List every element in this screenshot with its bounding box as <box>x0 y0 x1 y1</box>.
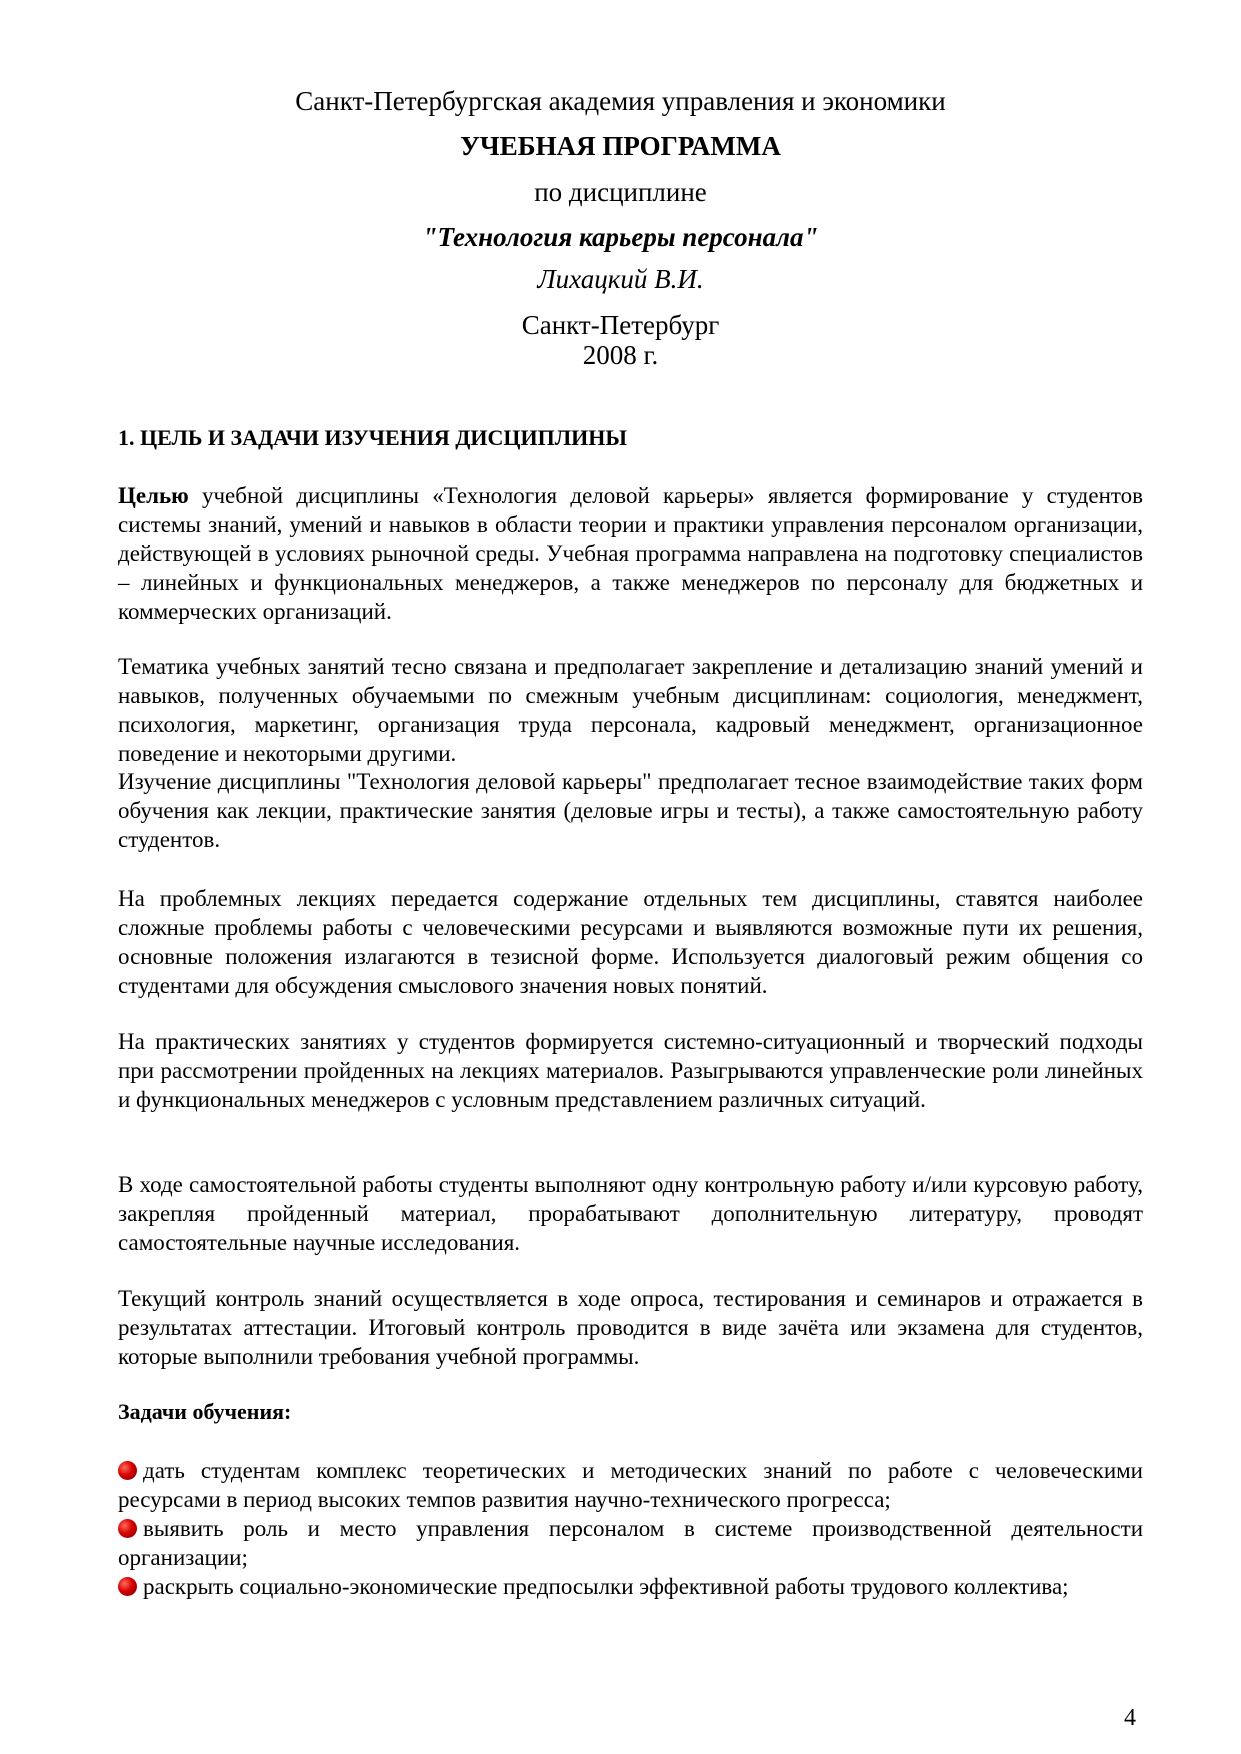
goal-lead: Целью <box>118 483 189 508</box>
section-heading: 1. ЦЕЛЬ И ЗАДАЧИ ИЗУЧЕНИЯ ДИСЦИПЛИНЫ <box>118 425 627 450</box>
list-item <box>118 1456 1143 1514</box>
goal-text: учебной дисциплины «Технология деловой карьеры» является формирование у студентов системы знаний, умений и навыков в области теории и практики управления персоналом организации, действующей в условиях рыночной среды. Учебная программа направлена на подготовку специалистов – линейных и функциональных менеджеров, а также менеджеров по персоналу для бюджетных и коммерческих организаций. <box>118 483 1143 624</box>
discipline-title: "Технология карьеры персонала" <box>422 222 819 252</box>
paragraph-goal <box>118 481 1143 626</box>
list-item <box>118 1572 1143 1601</box>
task-text: раскрыть социально-экономические предпосылки эффективной работы трудового коллектива; <box>143 1574 1069 1599</box>
list-item <box>118 1514 1143 1572</box>
paragraph-lectures: На проблемных лекциях передается содержание отдельных тем дисциплины, ставятся наиболее сложные проблемы работы с человеческими ресурсами и выявляются возможные пути их решения, основные положения излагаются в тезисной форме. Используется диалоговый режим общения со студентами для обсуждения смыслового значения новых понятий. <box>118 886 1143 998</box>
document-type: УЧЕБНАЯ ПРОГРАММА <box>460 131 781 161</box>
city: Санкт-Петербург <box>521 310 720 340</box>
paragraph-practice: На практических занятиях у студентов формируется системно-ситуационный и творческий подходы при рассмотрении пройденных на лекциях материалов. Разыгрываются управленческие роли линейных и функциональных менеджеров с условным представлением различных ситуаций. <box>118 1029 1143 1112</box>
bullet-icon <box>118 1461 137 1480</box>
year: 2008 г. <box>582 340 659 370</box>
author-name: Лихацкий В.И. <box>537 264 704 294</box>
tasks-heading: Задачи обучения: <box>118 1399 292 1424</box>
bullet-icon <box>118 1577 137 1596</box>
task-text: дать студентам комплекс теоретических и методических знаний по работе с человеческими ресурсами в период высоких темпов развития научно-технического прогресса; <box>118 1458 1143 1512</box>
paragraph-topics: Тематика учебных занятий тесно связана и предполагает закрепление и детализацию знаний умений и навыков, полученных обучаемыми по смежным учебным дисциплинам: социология, менеджмент, психология, маркетинг, организация труда персонала, кадровый менеджмент, организационное поведение и некоторыми другими. <box>118 654 1143 766</box>
institution-name: Санкт-Петербургская академия управления и экономики <box>295 86 946 116</box>
page-number: 4 <box>1124 1705 1136 1731</box>
paragraph-control: Текущий контроль знаний осуществляется в ходе опроса, тестирования и семинаров и отражается в результатах аттестации. Итоговый контроль проводится в виде зачёта или экзамена для студентов, которые выполнили требования учебной программы. <box>118 1286 1143 1369</box>
paragraph-study-forms: Изучение дисциплины "Технология деловой карьеры" предполагает тесное взаимодействие таких форм обучения как лекции, практические занятия (деловые игры и тесты), а также самостоятельную работу студентов. <box>118 769 1143 852</box>
paragraph-self-study: В ходе самостоятельной работы студенты выполняют одну контрольную работу и/или курсовую работу, закрепляя пройденный материал, прорабатывают дополнительную литературу, проводят самостоятельные научные исследования. <box>118 1172 1143 1255</box>
by-discipline: по дисциплине <box>534 177 707 207</box>
bullet-icon <box>118 1519 137 1538</box>
task-text: выявить роль и место управления персоналом в системе производственной деятельности организации; <box>118 1516 1143 1570</box>
